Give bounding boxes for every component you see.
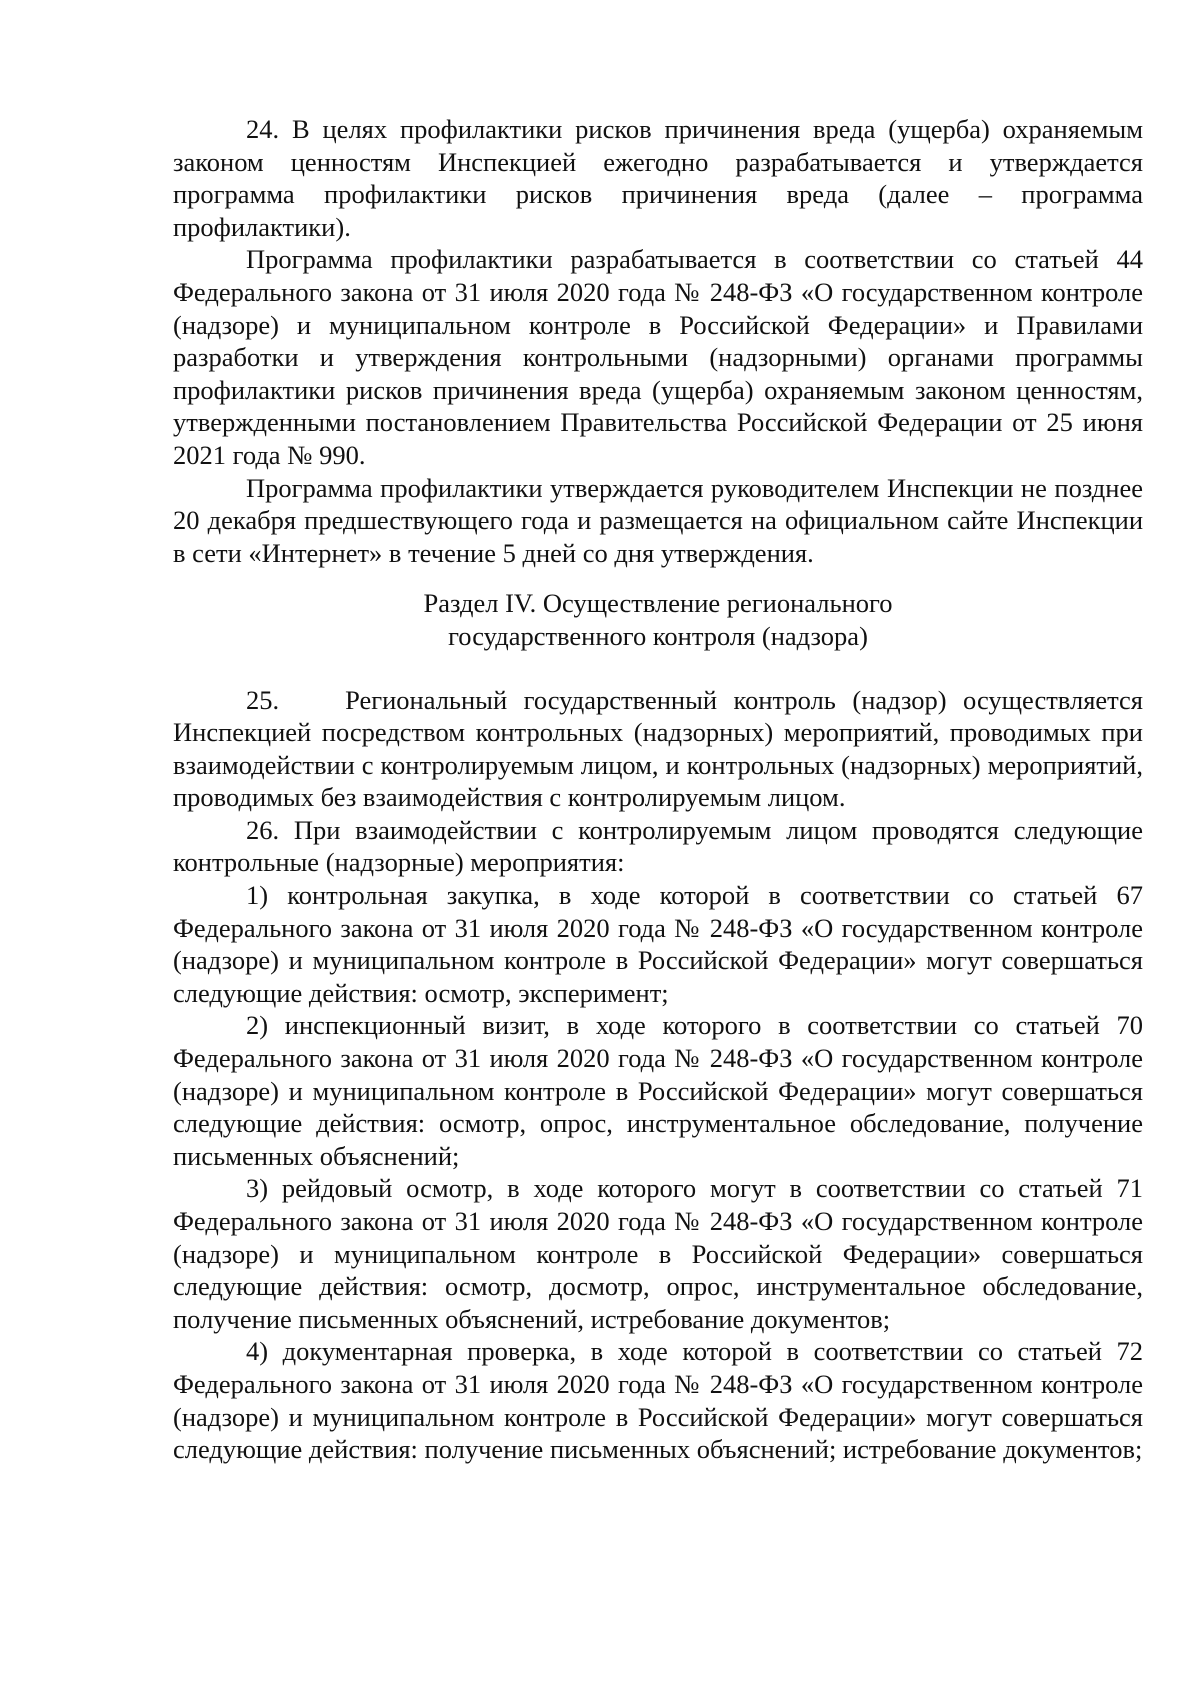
list-item-2: 2) инспекционный визит, в ходе которого в соответствии со статьей 70 Федерального закона от 31 июля 2020 года № 248-ФЗ «О государственном контроле (надзоре) и муниципальном контроле в Российской Федерации» могут совершаться следующие действия: осмотр, опрос, инструментальное обследование, получение письменных объяснений; [173, 1010, 1143, 1171]
paragraph-25: 25. Региональный государственный контроль (надзор) осуществляется Инспекцией посредством контрольных (надзорных) мероприятий, проводимых при взаимодействии с контролируемым лицом, и контрольных (надзорных) мероприятий, проводимых без взаимодействия с контролируемым лицом. [173, 684, 1150, 813]
paragraph-26: 26. При взаимодействии с контролируемым лицом проводятся следующие контрольные (надзорные) мероприятия: [173, 814, 1143, 878]
document-page [173, 113, 1150, 1466]
section-heading-line-2: государственного контроля (надзора) [448, 620, 868, 651]
paragraph-program-basis: Программа профилактики разрабатывается в соответствии со статьей 44 Федерального закона от 31 июля 2020 года № 248-ФЗ «О государственном контроле (надзоре) и муниципальном контроле в Российской Федерации» и Правилами разработки и утверждения контрольными (надзорными) органами программы профилактики рисков причинения вреда (ущерба) охраняемым законом ценностям, утвержденными постановлением Правительства Российской Федерации от 25 июня 2021 года № 990. [173, 244, 1143, 470]
list-item-1: 1) контрольная закупка, в ходе которой в соответствии со статьей 67 Федерального закона от 31 июля 2020 года № 248-ФЗ «О государственном контроле (надзоре) и муниципальном контроле в Российской Федерации» могут совершаться следующие действия: осмотр, эксперимент; [173, 880, 1143, 1008]
section-heading-line-1: Раздел IV. Осуществление регионального [423, 588, 893, 619]
list-item-3: 3) рейдовый осмотр, в ходе которого могут в соответствии со статьей 71 Федерального закона от 31 июля 2020 года № 248-ФЗ «О государственном контроле (надзоре) и муниципальном контроле в Российской Федерации» совершаться следующие действия: осмотр, досмотр, опрос, инструментальное обследование, получение письменных объяснений, истребование документов; [173, 1173, 1143, 1334]
section-heading [173, 587, 1143, 652]
list-item-4: 4) документарная проверка, в ходе которой в соответствии со статьей 72 Федерального закона от 31 июля 2020 года № 248-ФЗ «О государственном контроле (надзоре) и муниципальном контроле в Российской Федерации» могут совершаться следующие действия: получение письменных объяснений; истребование документов; [173, 1336, 1143, 1465]
paragraph-program-approval: Программа профилактики утверждается руководителем Инспекции не позднее 20 декабря предшествующего года и размещается на официальном сайте Инспекции в сети «Интернет» в течение 5 дней со дня утверждения. [173, 472, 1143, 568]
paragraph-24: 24. В целях профилактики рисков причинения вреда (ущерба) охраняемым законом ценностям Инспекцией ежегодно разрабатывается и утверждается программа профилактики рисков причинения вреда (далее – программа профилактики). [173, 114, 1143, 242]
